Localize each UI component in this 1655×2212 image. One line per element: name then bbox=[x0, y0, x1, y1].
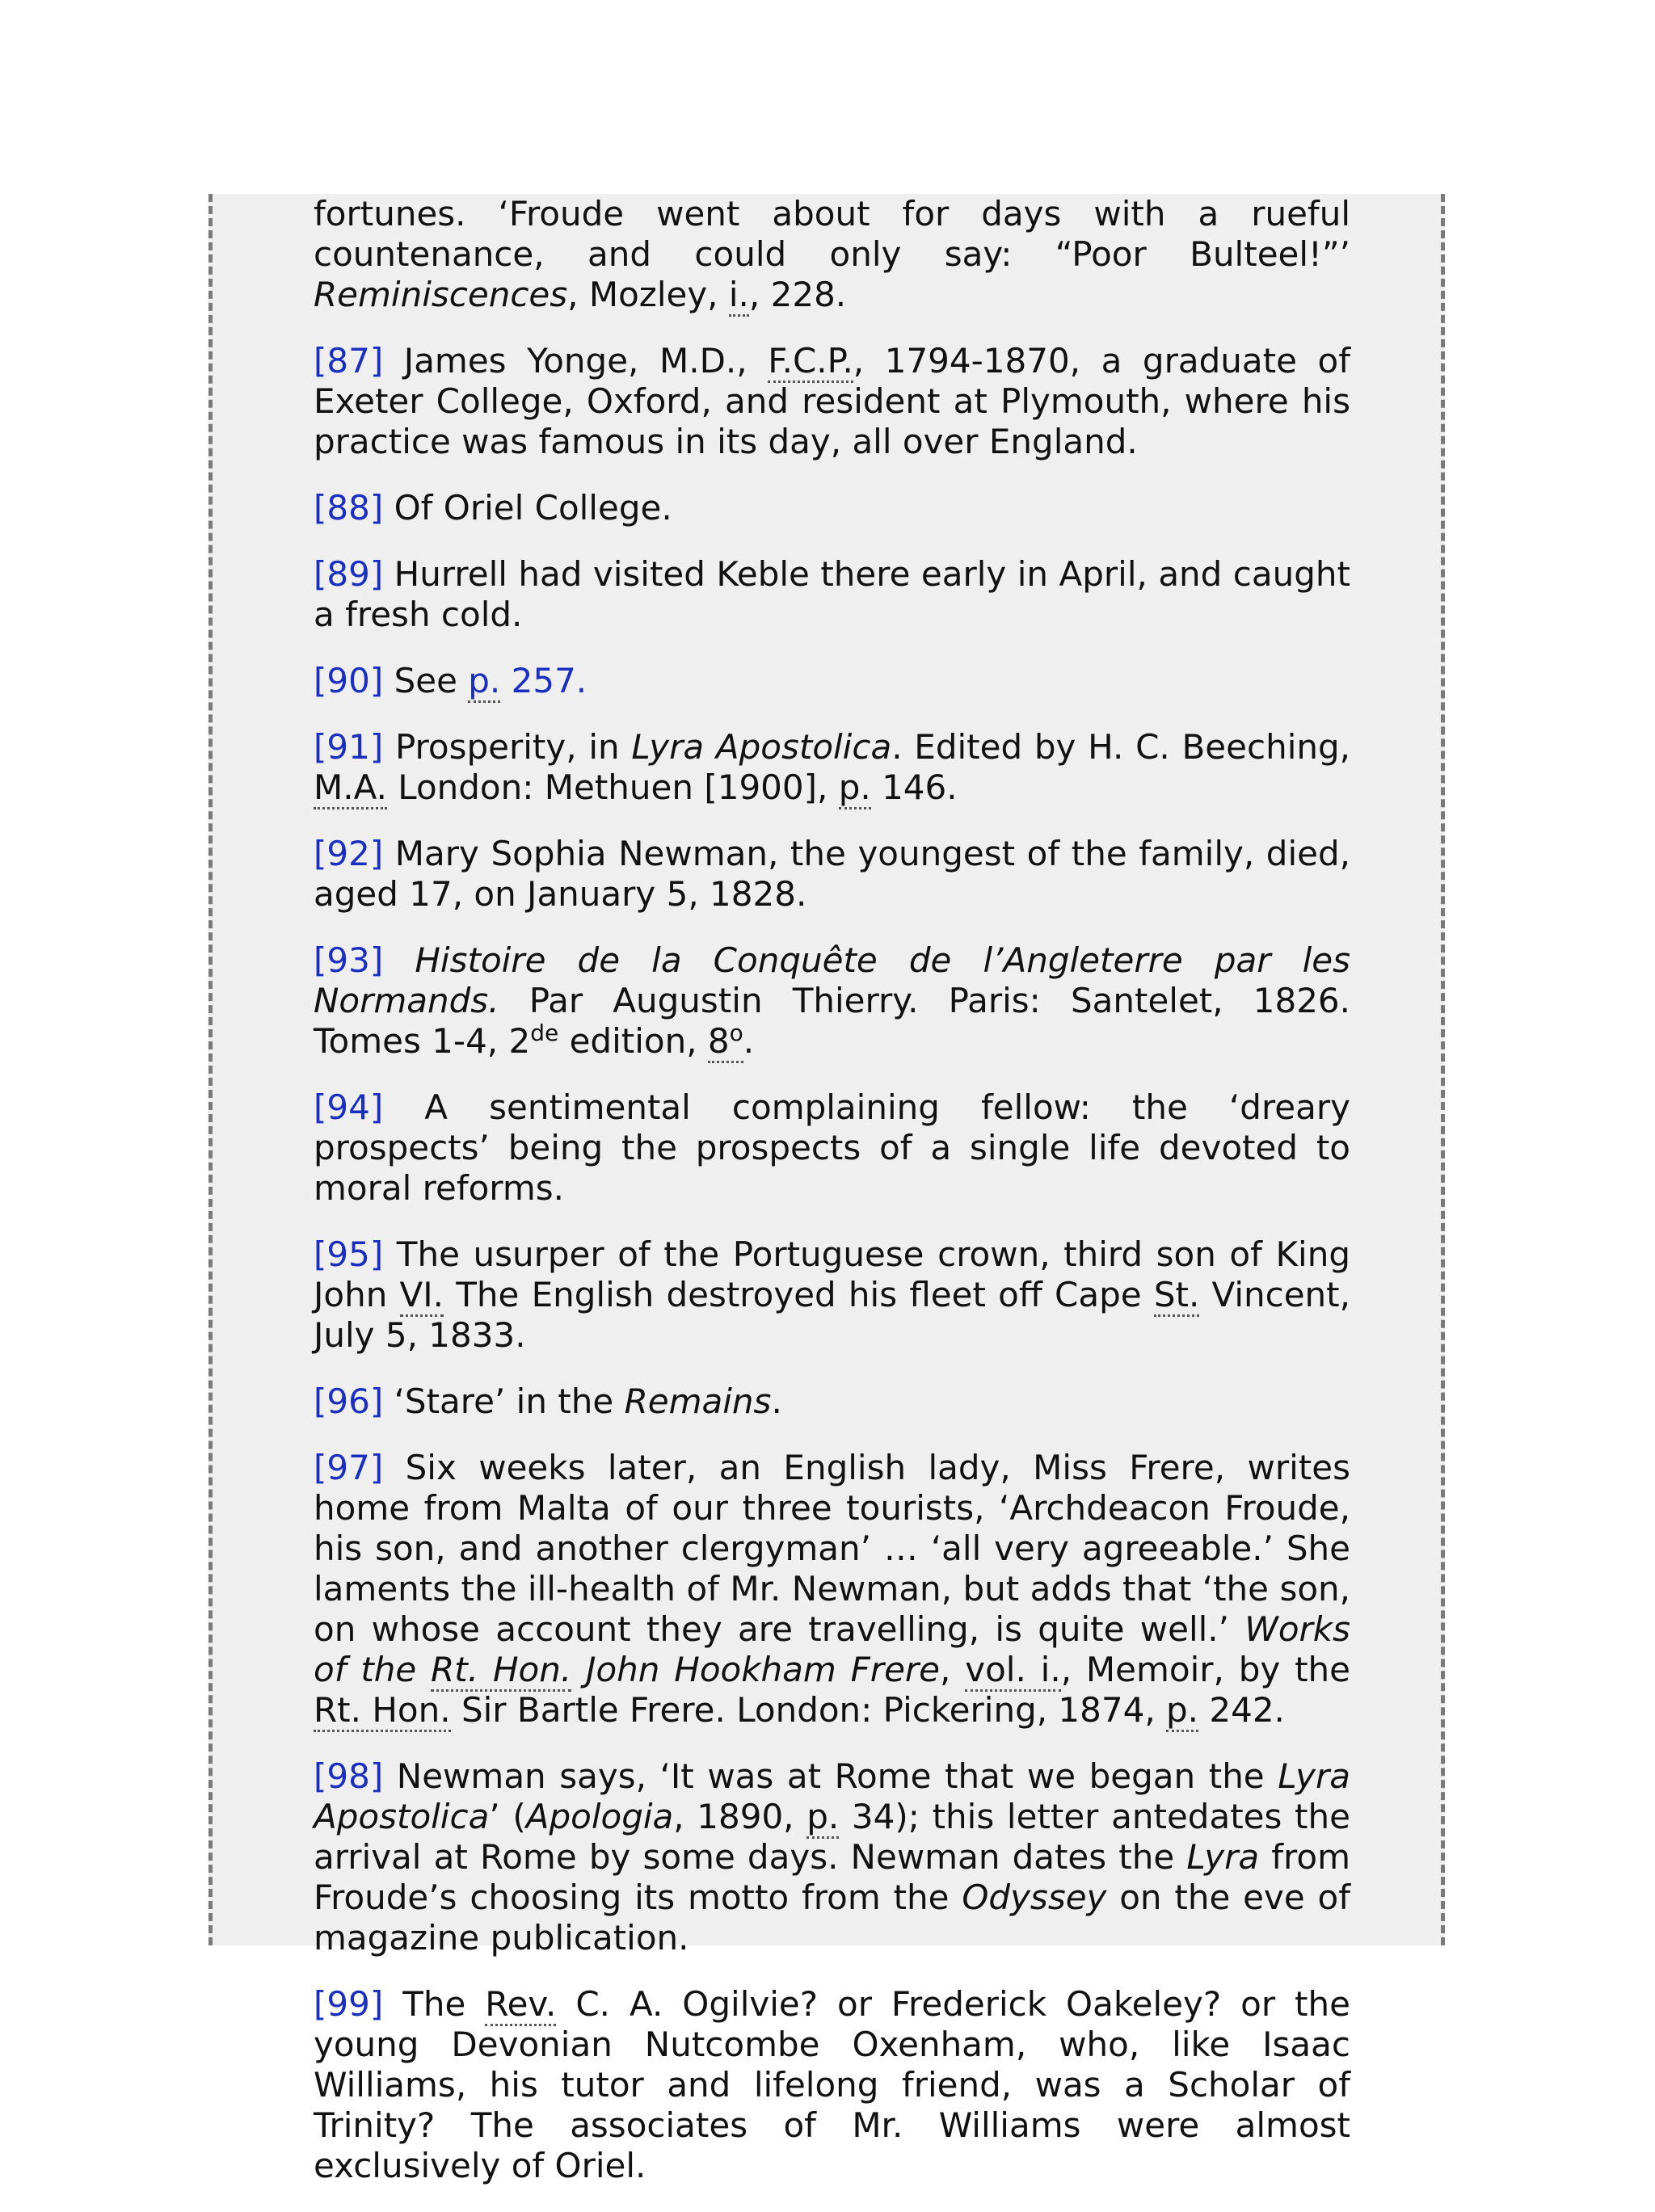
abbreviation: p. bbox=[806, 1797, 839, 1839]
abbreviation: vol. i. bbox=[965, 1650, 1060, 1692]
note-italic: Apologia bbox=[525, 1797, 674, 1836]
abbreviation: i. bbox=[729, 275, 749, 317]
note-text: , 1890, bbox=[673, 1797, 807, 1836]
note-text: 146. bbox=[870, 767, 958, 807]
note-italic: Lyra bbox=[1186, 1837, 1260, 1877]
note-text: , Mozley, bbox=[567, 275, 729, 314]
footnote-ref-link[interactable]: [88] bbox=[314, 488, 384, 528]
note-text: from Froude’s choosing its motto from the bbox=[314, 1837, 1351, 1917]
note-text: , 1794-1870, a graduate of Exeter College, Oxford, and resident at Plymouth, where his practice was famous in its day, all over England. bbox=[314, 341, 1350, 461]
note-text: Vincent, July 5, 1833. bbox=[314, 1275, 1350, 1355]
note-text: Of Oriel College. bbox=[383, 488, 672, 528]
note-text: . Edited by H. C. Beeching, bbox=[891, 727, 1350, 767]
note-italic: Remains bbox=[624, 1381, 772, 1421]
abbreviation: p. bbox=[468, 661, 500, 703]
footnote-ref-link[interactable]: [98] bbox=[314, 1756, 384, 1796]
footnote-ref-link[interactable]: [90] bbox=[314, 661, 384, 700]
note-text: The bbox=[383, 1984, 486, 2024]
note-text bbox=[383, 940, 415, 980]
note-text: Mary Sophia Newman, the youngest of the family, died, aged 17, on January 5, 1828. bbox=[314, 834, 1350, 914]
note-text: Newman says, ‘It was at Rome that we began the bbox=[383, 1756, 1278, 1796]
note-italic: Lyra Apostolica bbox=[314, 1756, 1350, 1836]
footnote-ref-link[interactable]: [93] bbox=[314, 940, 384, 980]
note-italic: Lyra Apostolica bbox=[631, 727, 892, 767]
abbreviation-text: 8 bbox=[707, 1021, 730, 1061]
note-italic: John Hookham Frere bbox=[571, 1650, 941, 1689]
note-italic: Odyssey bbox=[962, 1878, 1107, 1917]
abbreviation: St. bbox=[1154, 1275, 1199, 1317]
abbreviation: Rev. bbox=[485, 1984, 556, 2026]
abbreviation: p. bbox=[839, 767, 871, 810]
footnote-90 bbox=[314, 661, 1350, 701]
note-text: Sir Bartle Frere. London: Pickering, 1874, bbox=[450, 1690, 1167, 1730]
footnote-ref-link[interactable]: [92] bbox=[314, 834, 384, 873]
note-text: C. A. Ogilvie? or Frederick Oakeley? or the young Devonian Nutcombe Oxenham, who, like Isaac Williams, his tutor and lifelong friend, was a Scholar of Trinity? The associates of Mr. Williams were almost exclusively of Oriel. bbox=[314, 1984, 1350, 2185]
note-text: on the eve of magazine publication. bbox=[314, 1878, 1350, 1958]
abbreviation: Rt. Hon. bbox=[431, 1650, 571, 1692]
abbreviation: p. bbox=[1166, 1690, 1198, 1732]
footnote-ref-link[interactable]: [91] bbox=[314, 727, 384, 767]
footnote-ref-link[interactable]: [96] bbox=[314, 1381, 384, 1421]
page-link-text: 257. bbox=[500, 661, 587, 700]
footnote-ref-link[interactable]: [87] bbox=[314, 341, 384, 381]
note-text: James Yonge, M.D., bbox=[383, 341, 769, 381]
abbreviation: F.C.P. bbox=[768, 341, 853, 383]
footnote-87 bbox=[314, 341, 1350, 462]
note-italic: Works of the bbox=[314, 1609, 1350, 1689]
footnote-93 bbox=[314, 940, 1350, 1062]
footnote-ref-link[interactable]: [89] bbox=[314, 554, 384, 594]
footnote-98 bbox=[314, 1756, 1350, 1958]
note-text: edition, bbox=[558, 1021, 708, 1061]
footnote-89 bbox=[314, 554, 1350, 635]
footnote-96 bbox=[314, 1381, 1350, 1422]
footnote-97 bbox=[314, 1448, 1350, 1730]
abbreviation: Rt. Hon. bbox=[314, 1690, 451, 1732]
note-text: See bbox=[383, 661, 469, 700]
note-italic: Reminiscences bbox=[314, 275, 568, 314]
footnote-95 bbox=[314, 1234, 1350, 1356]
note-text: Hurrell had visited Keble there early in April, and caught a fresh cold. bbox=[314, 554, 1350, 634]
note-text: . bbox=[743, 1021, 755, 1061]
note-text: fortunes. ‘Froude went about for days with a rueful countenance, and could only say: “Poor Bulteel!”’ bbox=[314, 194, 1350, 274]
note-text: A sentimental complaining fellow: the ‘dreary prospects’ being the prospects of a single life devoted to moral reforms. bbox=[314, 1087, 1350, 1208]
abbreviation: VI. bbox=[400, 1275, 444, 1317]
note-text: , Memoir, by the bbox=[1060, 1650, 1350, 1689]
footnote-94 bbox=[314, 1087, 1350, 1209]
abbreviation bbox=[708, 1021, 743, 1063]
note-text: The usurper of the Portuguese crown, third son of King John bbox=[314, 1234, 1350, 1314]
footnote-ref-link[interactable]: [99] bbox=[314, 1984, 384, 2024]
note-text: London: Methuen [1900], bbox=[386, 767, 839, 807]
footnote-86-continuation bbox=[314, 194, 1350, 315]
superscript: o bbox=[729, 1020, 743, 1046]
note-text: . bbox=[771, 1381, 782, 1421]
footnote-92 bbox=[314, 834, 1350, 915]
note-text: , bbox=[940, 1650, 966, 1689]
superscript: de bbox=[530, 1020, 559, 1046]
note-italic: Histoire de la Conquête de l’Angleterre par les Normands. bbox=[314, 940, 1350, 1020]
note-text: ‘Stare’ in the bbox=[383, 1381, 625, 1421]
footnote-88 bbox=[314, 488, 1350, 528]
note-text: 242. bbox=[1198, 1690, 1285, 1730]
note-text: 34); this letter antedates the arrival at Rome by some days. Newman dates the bbox=[314, 1797, 1350, 1877]
page-frame bbox=[208, 194, 1445, 2185]
footnotes-column bbox=[314, 194, 1350, 2212]
note-text: Par Augustin Thierry. Paris: Santelet, 1826. Tomes 1-4, 2 bbox=[314, 981, 1350, 1061]
note-text: Six weeks later, an English lady, Miss Frere, writes home from Malta of our three tourists, ‘Archdeacon Froude, his son, and another clergyman’ … ‘all very agreeable.’ She laments the ill-health of Mr. Newman, but adds that ‘the son, on whose account they are travelling, is quite well.’ bbox=[314, 1448, 1350, 1649]
footnote-ref-link[interactable]: [94] bbox=[314, 1087, 384, 1127]
footnote-ref-link[interactable]: [97] bbox=[314, 1448, 384, 1487]
footnote-ref-link[interactable]: [95] bbox=[314, 1234, 384, 1274]
footnote-91 bbox=[314, 727, 1350, 808]
note-text: Prosperity, in bbox=[383, 727, 632, 767]
note-text: ’ ( bbox=[489, 1797, 526, 1836]
abbreviation: M.A. bbox=[314, 767, 387, 810]
note-text: The English destroyed his fleet off Cape bbox=[444, 1275, 1154, 1314]
footnote-99 bbox=[314, 1984, 1350, 2186]
page-link[interactable] bbox=[468, 661, 587, 703]
note-text: , 228. bbox=[748, 275, 847, 314]
